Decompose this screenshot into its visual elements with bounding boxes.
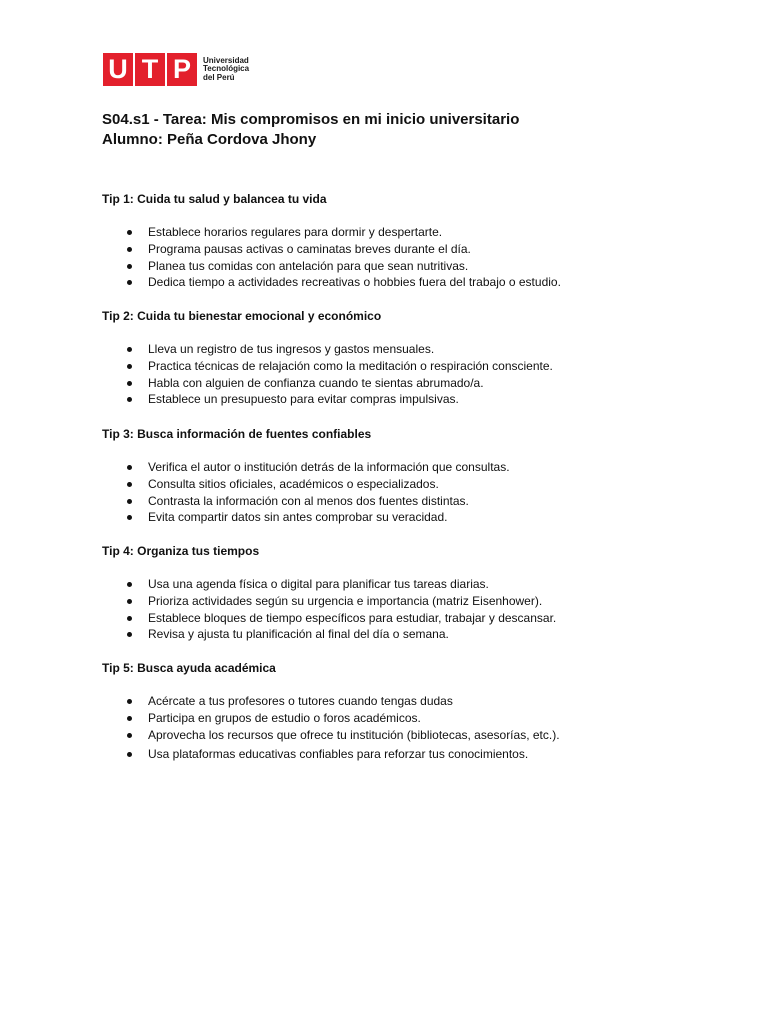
list-item (102, 224, 702, 241)
list-item-text: Lleva un registro de tus ingresos y gastos mensuales. (148, 342, 435, 356)
list-item (102, 459, 702, 476)
list-item-text: Aprovecha los recursos que ofrece tu institución (bibliotecas, asesorías, etc.). (148, 727, 560, 742)
list-item (102, 375, 702, 392)
bullet-icon (127, 582, 132, 587)
student-name: Alumno: Peña Cordova Jhony (102, 131, 317, 148)
list-item-text: Prioriza actividades según su urgencia e importancia (matriz Eisenhower). (148, 593, 543, 608)
list-item-text: Revisa y ajusta tu planificación al final del día o semana. (148, 627, 449, 642)
bullet-icon (127, 699, 132, 704)
bullet-icon (127, 632, 132, 637)
logo-letter-u: U (103, 53, 133, 86)
list-item-text: Participa en grupos de estudio o foros académicos. (148, 710, 421, 725)
tip-list (102, 341, 702, 408)
bullet-icon (127, 716, 132, 721)
list-item-text: Establece bloques de tiempo específicos para estudiar, trabajar y descansar. (148, 610, 557, 625)
list-item (102, 693, 702, 710)
list-item (102, 241, 702, 258)
tip-list (102, 459, 702, 526)
tip-title: Tip 2: Cuida tu bienestar emocional y económico (102, 309, 382, 323)
utp-logo (103, 53, 249, 86)
tip-title: Tip 1: Cuida tu salud y balancea tu vida (102, 192, 327, 206)
tip-title: Tip 4: Organiza tus tiempos (102, 544, 260, 558)
bullet-icon (127, 381, 132, 386)
list-item-text: Planea tus comidas con antelación para que sean nutritivas. (148, 258, 469, 273)
list-item-text: Habla con alguien de confianza cuando te sientas abrumado/a. (148, 375, 484, 390)
bullet-icon (127, 397, 132, 402)
list-item (102, 576, 702, 593)
list-item (102, 493, 702, 510)
list-item (102, 476, 702, 493)
document-title: S04.s1 - Tarea: Mis compromisos en mi inicio universitario (102, 111, 520, 128)
logo-text-line-1: Universidad (203, 55, 249, 65)
tip-list (102, 693, 702, 763)
logo-letter-t: T (135, 53, 165, 86)
bullet-icon (127, 364, 132, 369)
list-item (102, 593, 702, 610)
tip-list (102, 224, 702, 291)
list-item-text: Acércate a tus profesores o tutores cuando tengas dudas (148, 694, 453, 708)
logo-text-line-2: Tecnológica (203, 64, 250, 74)
list-item (102, 727, 702, 744)
list-item-text: Programa pausas activas o caminatas breves durante el día. (148, 241, 471, 256)
bullet-icon (127, 264, 132, 269)
bullet-icon (127, 230, 132, 235)
logo-letters (103, 53, 197, 86)
list-item-text: Verifica el autor o institución detrás de la información que consultas. (148, 460, 510, 474)
bullet-icon (127, 733, 132, 738)
bullet-icon (127, 347, 132, 352)
tip-section-2 (102, 308, 702, 408)
bullet-icon (127, 280, 132, 285)
list-item-text: Dedica tiempo a actividades recreativas o hobbies fuera del trabajo o estudio. (148, 275, 561, 290)
logo-text-line-3: del Perú (203, 72, 235, 82)
tip-section-3 (102, 426, 702, 526)
tip-title: Tip 5: Busca ayuda académica (102, 661, 276, 675)
list-item (102, 258, 702, 275)
list-item-text: Usa plataformas educativas confiables para reforzar tus conocimientos. (148, 747, 529, 762)
tip-title: Tip 3: Busca información de fuentes confiables (102, 427, 372, 441)
list-item-text: Consulta sitios oficiales, académicos o especializados. (148, 476, 439, 491)
tip-list (102, 576, 702, 643)
bullet-icon (127, 465, 132, 470)
list-item-text: Usa una agenda física o digital para planificar tus tareas diarias. (148, 577, 489, 591)
bullet-icon (127, 599, 132, 604)
bullet-icon (127, 247, 132, 252)
bullet-icon (127, 752, 132, 757)
tip-section-5 (102, 660, 702, 763)
list-item (102, 509, 702, 526)
list-item-text: Practica técnicas de relajación como la meditación o respiración consciente. (148, 358, 553, 373)
bullet-icon (127, 482, 132, 487)
list-item (102, 710, 702, 727)
bullet-icon (127, 499, 132, 504)
list-item (102, 341, 702, 358)
list-item (102, 746, 702, 763)
list-item-text: Establece un presupuesto para evitar compras impulsivas. (148, 392, 459, 407)
tip-section-4 (102, 543, 702, 643)
list-item (102, 610, 702, 627)
logo-letter-p: P (167, 53, 197, 86)
bullet-icon (127, 515, 132, 520)
list-item (102, 358, 702, 375)
list-item-text: Establece horarios regulares para dormir y despertarte. (148, 225, 443, 239)
tip-section-1 (102, 191, 702, 291)
logo-wordmark (203, 57, 249, 83)
bullet-icon (127, 616, 132, 621)
list-item (102, 391, 702, 408)
list-item (102, 626, 702, 643)
list-item-text: Contrasta la información con al menos dos fuentes distintas. (148, 493, 469, 508)
list-item (102, 274, 702, 291)
list-item-text: Evita compartir datos sin antes comprobar su veracidad. (148, 510, 448, 525)
